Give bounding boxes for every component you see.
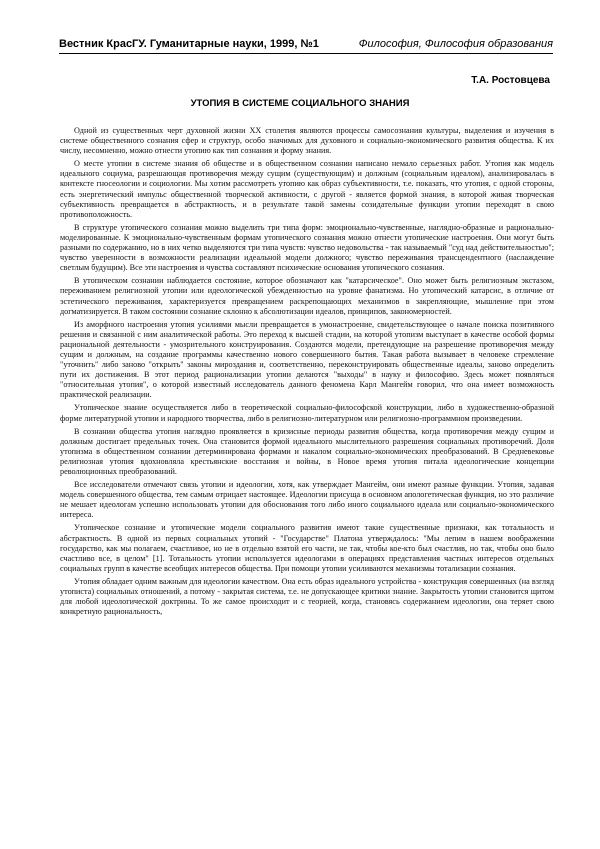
paragraph: Одной из существенных черт духовной жизни XX столетия являются процессы самосознания культуры, выделения и изучения в системе общественного сознания сфер и структур, особо значимых для духовного и социально-экономического развития общества. К их числу, несомненно, можно отнести утопию как тип сознания и форму знания.: [60, 126, 554, 156]
paragraph: Утопия обладает одним важным для идеологии качеством. Она есть образ идеального устройства - конструкция совершенных (на взгляд утописта) социальных отношений, а потому - закрытая система, т.е. не допускающее критики знание. Закрытость утопии становится щитом для любой идеологической доктрины. То же самое происходит и с теорией, когда, становясь содержанием идеологии, она теряет свою конкретную рациональность,: [60, 576, 554, 617]
running-header: [59, 38, 553, 54]
paragraph: Утопическое сознание и утопические модели социального развития имеют такие существенные признаки, как тотальность и абстрактность. В одной из первых социальных утопий - "Государстве" Платона утверждалось: "Мы лепим в нашем воображении государство, как мы полагаем, счастливое, но не в отдельно взятой его части, не так, чтобы кое-кто был счастлив, но так, чтобы оно было счастливо все, в целом" [1]. Тотальность утопии используется идеологами в операциях представления частных интересов отдельных социальных групп в качестве всеобщих интересов общества. При помощи утопии усиливаются механизмы тотализации сознания.: [60, 523, 554, 573]
paragraph: Утопическое знание осуществляется либо в теоретической социально-философской конструкции, либо в художественно-образной форме литературной утопии и народного творчества, либо в религиозно-литературном или религиозно-программном произведении.: [60, 403, 554, 423]
paragraph: О месте утопии в системе знания об обществе и в общественном сознании написано немало серьезных работ. Утопия как модель идеального социума, разрешающая противоречия между сущим (существующим) и должным (социальным идеалом), анализировалась в контексте гносеологии и социологии. Мы хотим рассмотреть утопию как образ субъективности, т.е. показать, что утопия, с одной стороны, есть энергетический импульс общественной творческой активности, с другой - является формой знания, в которой живая творческая субъективность превращается в абстрактность, и в результате такой замены созидательные функции утопии переходят в свою противоположность.: [60, 159, 554, 219]
paragraph: Из аморфного настроения утопия усилиями мысли превращается в умонастроение, свидетельствующее о начале поиска позитивного решения и связанной с ним аналитической работы. Это переход к высшей стадии, на которой утопизм выступает в качестве особой формы рациональной деятельности - умозрительного конструирования. Создаются модели, претендующие на разрешение противоречия между сущим и должным, на создание программы качественно нового совершенного бытия. Такая работа вызывает в человеке стремление "уточнить" либо заново "открыть" законы мироздания и, соответственно, переконструировать общественные идеалы, заново определить пути их достижения. В этот период рационализации утопии делаются "выходы" в науку и философию. Здесь может появляться "относительная утопия", о которой известный исследователь данного феномена Карл Мангейм говорил, что она имеет возможность практической реализации.: [60, 319, 554, 400]
paragraph: В сознании общества утопия наглядно проявляется в кризисные периоды развития общества, когда противоречия между сущим и должным достигает предельных точек. Она становится формой идеального мыслительного разрешения социальных противоречий. Доля утопизма в общественном сознании детерминирована формами и накалом социально-экономических преобразований. В Средневековье религиозная утопия вдохновляла крестьянские восстания и войны, в Новое время утопия питала идеологические концепции революционных преобразований.: [60, 426, 554, 476]
journal-title: Вестник КрасГУ. Гуманитарные науки, 1999, №1: [59, 38, 319, 50]
paragraph: Все исследователи отмечают связь утопии и идеологии, хотя, как утверждает Мангейм, они имеют разные функции. Утопия, задавая модель совершенного общества, тем самым отрицает настоящее. Идеологии присуща в основном апологетическая функция, но это различие не мешает идеологам успешно использовать утопии для обоснования того либо иного социального идеала или социально-экономического интереса.: [60, 480, 554, 520]
author-name: Т.А. Ростовцева: [471, 75, 550, 86]
article-body: [60, 126, 554, 620]
paragraph: В структуре утопического сознания можно выделить три типа форм: эмоционально-чувственные, наглядно-образные и рационально-моделированные. К эмоционально-чувственным формам утопического сознания можно отнести утопические настроения. Они могут быть разными по содержанию, но в них четко выделяются три типа чувств: чувство недовольства - так называемый "суд над действительностью"; чувство уверенности в возможности реализации идеальной модели должного; чувство переживания трансцендентного (наслаждение светлым будущим). Все эти настроения и чувства составляют психические основания утопического сознания.: [60, 222, 554, 273]
article-title: УТОПИЯ В СИСТЕМЕ СОЦИАЛЬНОГО ЗНАНИЯ: [190, 98, 410, 109]
paragraph: В утопическом сознании наблюдается состояние, которое обозначают как "катарсическое". Оно может быть религиозным экстазом, переживанием религиозной утопии или идеологической убежденностью на уровне фанатизма. Но утопический катарсис, в отличие от эстетического переживания, характеризуется превращением раскрепощающих механизмов в закрепляющие, мышление при этом догматизируется. В таком состоянии сознание склонно к абсолютизации идеалов, принципов, закономерностей.: [60, 276, 554, 316]
section-title: Философия, Философия образования: [358, 38, 553, 50]
